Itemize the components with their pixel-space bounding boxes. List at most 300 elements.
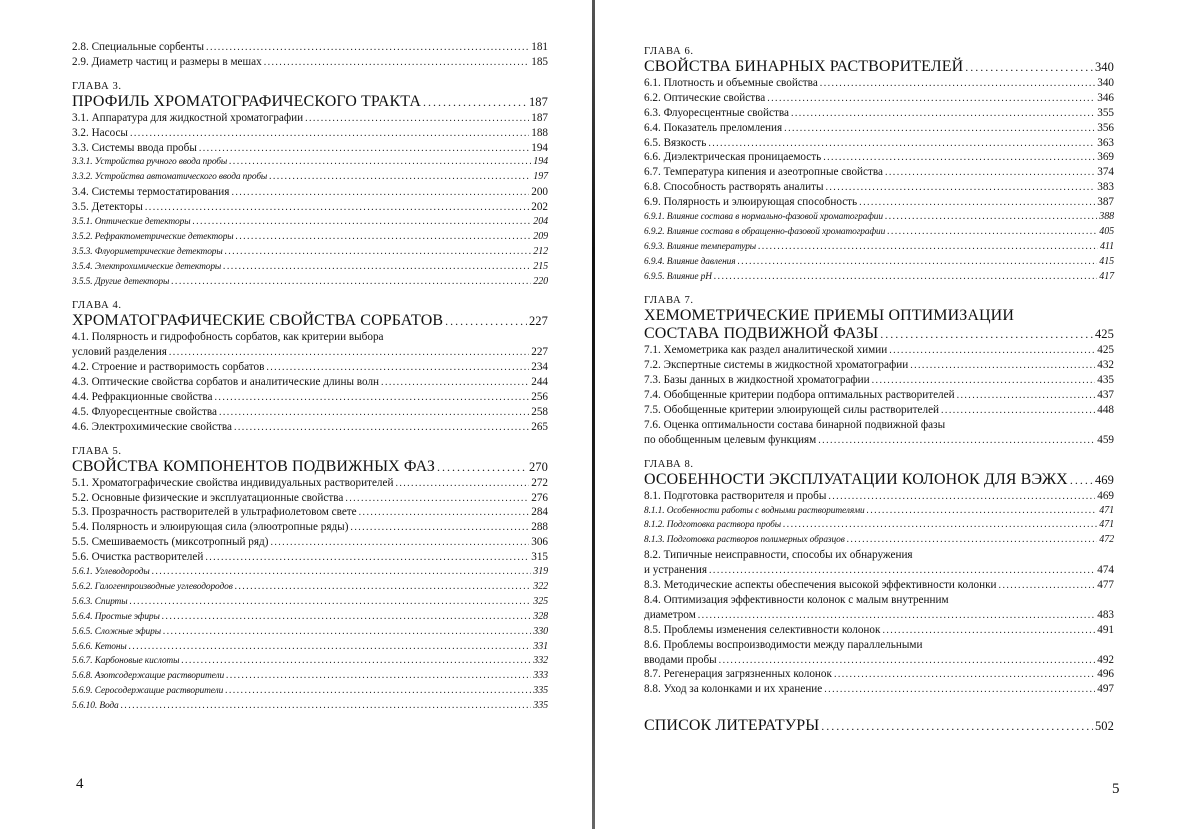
chapter-label: ГЛАВА 7. (644, 295, 694, 307)
toc-entry-page: 405 (1099, 225, 1114, 237)
toc-entry-page: 332 (533, 655, 548, 667)
toc-subentry (644, 533, 1114, 548)
dot-leader (821, 717, 1093, 735)
toc-entry-page: 322 (533, 580, 548, 592)
dot-leader (709, 564, 1095, 579)
toc-subentry (72, 155, 548, 170)
toc-subentry (72, 699, 548, 714)
toc-entry-title: 4.2. Строение и растворимость сорбатов (72, 361, 265, 374)
toc-entry-page: 258 (531, 405, 548, 418)
toc-entry-page: 425 (1097, 344, 1114, 357)
toc-entry-line: 7.6. Оценка оптимальности состава бинарной подвижной фазы (644, 418, 946, 431)
toc-entry-page: 194 (533, 156, 548, 168)
dot-leader (719, 654, 1096, 669)
dot-leader (880, 325, 1093, 343)
right-page (644, 45, 1114, 735)
toc-entry-page: 474 (1097, 564, 1114, 577)
chapter-title-row (72, 458, 548, 476)
toc-entry-page: 356 (1097, 121, 1114, 134)
dot-leader (965, 58, 1093, 76)
chapter-page: 227 (528, 314, 548, 329)
dot-leader (791, 107, 1095, 122)
toc-entry (644, 388, 1114, 403)
chapter-title-row (644, 58, 1114, 76)
toc-entry-page: 492 (1097, 653, 1114, 666)
dot-leader (824, 683, 1095, 698)
chapter3-entries (72, 111, 548, 290)
page-number-right: 5 (1112, 781, 1120, 797)
chapter-title: ХРОМАТОГРАФИЧЕСКИЕ СВОЙСТВА СОРБАТОВ (72, 312, 444, 330)
chapter4-entries (72, 360, 548, 434)
toc-entry-title: 3.2. Насосы (72, 126, 128, 139)
dot-leader (359, 506, 530, 521)
toc-entry-title: 5.6.9. Серосодержащие растворители (72, 686, 224, 697)
toc-entry-page: 387 (1097, 196, 1114, 209)
toc-entry-title: 8.1.1. Особенности работы с водными растворителями (644, 505, 865, 516)
toc-entry-page: 355 (1097, 106, 1114, 119)
toc-entry-page: 306 (531, 536, 548, 549)
chapter-label: ГЛАВА 5. (72, 445, 122, 457)
toc-entry-title: 5.6.3. Спирты (72, 596, 128, 607)
toc-subentry (72, 640, 548, 655)
toc-entry (644, 121, 1114, 136)
dot-leader (130, 127, 529, 142)
chapter5-entries (72, 476, 548, 714)
left-page (72, 40, 548, 714)
toc-entry-page: 477 (1097, 579, 1114, 592)
toc-subentry (72, 230, 548, 245)
toc-entry-line: 4.1. Полярность и гидрофобность сорбатов, как критерии выбора (72, 331, 384, 344)
toc-entry-page: 272 (531, 476, 548, 489)
dot-leader (236, 230, 532, 245)
toc-entry (644, 343, 1114, 358)
dot-leader (162, 610, 532, 625)
dot-leader (205, 551, 529, 566)
dot-leader (199, 142, 529, 157)
chapter-title: ХЕМОМЕТРИЧЕСКИЕ ПРИЕМЫ ОПТИМИЗАЦИИ (644, 307, 1014, 325)
toc-entry-page: 383 (1097, 181, 1114, 194)
bibliography-title: СПИСОК ЛИТЕРАТУРЫ (644, 717, 820, 735)
toc-entry-title: условий разделения (72, 346, 167, 359)
toc-entry-title: 3.3.1. Устройства ручного ввода пробы (72, 157, 228, 168)
toc-entry (72, 126, 548, 141)
toc-subentry (72, 275, 548, 290)
dot-leader (192, 215, 531, 230)
dot-leader (828, 490, 1095, 505)
toc-entry (644, 106, 1114, 121)
dot-leader (270, 536, 529, 551)
toc-entry (72, 550, 548, 565)
toc-entry-page: 374 (1097, 166, 1114, 179)
toc-entry-title: 7.1. Хемометрика как раздел аналитической химии (644, 344, 888, 357)
toc-entry-line: 8.2. Типичные неисправности, способы их обнаружения (644, 549, 913, 562)
toc-entry (72, 345, 548, 360)
dot-leader (820, 77, 1095, 92)
toc-entry (644, 373, 1114, 388)
toc-entry-title: 7.3. Базы данных в жидкостной хроматографии (644, 374, 870, 387)
toc-entry (644, 91, 1114, 106)
toc-entry-page: 212 (533, 245, 548, 257)
toc-entry (72, 476, 548, 491)
toc-entry-title: 6.2. Оптические свойства (644, 91, 766, 104)
toc-entry-page: 471 (1099, 504, 1114, 516)
toc-entry-page: 448 (1097, 404, 1114, 417)
toc-entry (644, 76, 1114, 91)
toc-entry-title: 6.3. Флуоресцентные свойства (644, 106, 789, 119)
dot-leader (269, 170, 531, 185)
toc-entry (72, 535, 548, 550)
toc-entry-page: 459 (1097, 433, 1114, 446)
dot-leader (1070, 471, 1093, 489)
dot-leader (350, 521, 529, 536)
toc-entry-title: 5.3. Прозрачность растворителей в ультрафиолетовом свете (72, 506, 357, 519)
toc-entry-page: 244 (531, 376, 548, 389)
dot-leader (235, 580, 532, 595)
toc-subentry (72, 580, 548, 595)
toc-entry (72, 405, 548, 420)
toc-entry-title: 2.8. Специальные сорбенты (72, 41, 205, 53)
bibliography-row (644, 717, 1114, 735)
toc-entry-page: 187 (531, 111, 548, 124)
dot-leader (738, 255, 1098, 270)
toc-entry-page: 234 (531, 361, 548, 374)
chapter7-entries (644, 343, 1114, 417)
dot-leader (266, 361, 529, 376)
toc-entry-page: 363 (1097, 136, 1114, 149)
toc-entry-title: 5.6.8. Азотсодержащие растворители (72, 671, 225, 682)
toc-entry (72, 520, 548, 535)
chapter-title-row (644, 325, 1114, 343)
dot-leader (129, 640, 532, 655)
toc-entry-title: 5.1. Хроматографические свойства индивидуальных растворителей (72, 476, 394, 489)
toc-entry-title: 6.5. Вязкость (644, 136, 707, 149)
dot-leader (698, 609, 1095, 624)
toc-subentry (644, 225, 1114, 240)
toc-entry (72, 390, 548, 405)
toc-entry (644, 608, 1114, 623)
toc-entry (644, 578, 1114, 593)
toc-entry-page: 469 (1097, 489, 1114, 502)
dot-leader (867, 504, 1098, 519)
toc-subentry (72, 610, 548, 625)
toc-entry-title: 8.1.3. Подготовка растворов полимерных образцов (644, 535, 845, 546)
toc-subentry (72, 684, 548, 699)
dot-leader (206, 41, 529, 56)
toc-entry (644, 180, 1114, 195)
toc-entry-title: 5.6.10. Вода (72, 701, 119, 712)
dot-leader (834, 668, 1095, 683)
toc-subentry (72, 625, 548, 640)
toc-entry-page: 204 (533, 216, 548, 228)
chapter-page: 425 (1094, 327, 1114, 342)
toc-entry (72, 360, 548, 375)
dot-leader (941, 404, 1095, 419)
toc-entry-title: 5.6.2. Галогенпроизводные углеводородов (72, 581, 233, 592)
toc-entry-line: 8.4. Оптимизация эффективности колонок с малым внутренним (644, 593, 949, 606)
toc-entry-page: 432 (1097, 359, 1114, 372)
chapter-label: ГЛАВА 6. (644, 46, 694, 57)
dot-leader (758, 240, 1098, 255)
toc-entry-title: 5.6.1. Углеводороды (72, 567, 150, 578)
dot-leader (910, 359, 1095, 374)
toc-entry (644, 403, 1114, 418)
toc-entry-title: 7.2. Экспертные системы в жидкостной хроматографии (644, 359, 909, 372)
toc-entry-page: 265 (531, 420, 548, 433)
chapter-page: 187 (528, 94, 548, 109)
book-gutter (592, 0, 595, 829)
toc-subentry (72, 215, 548, 230)
toc-entry-page: 497 (1097, 683, 1114, 696)
toc-entry-page: 331 (533, 640, 548, 652)
chapter8-entries-b (644, 667, 1114, 697)
toc-entry-page: 333 (533, 670, 548, 682)
toc-entry-page: 388 (1099, 211, 1114, 223)
toc-entry-page: 319 (533, 566, 548, 578)
dot-leader (264, 56, 530, 71)
toc-entry-title: 3.5.3. Флуориметрические детекторы (72, 246, 223, 257)
toc-subentry (72, 245, 548, 260)
toc-entry-title: 3.5.2. Рефрактометрические детекторы (72, 231, 234, 242)
toc-entry-page: 330 (533, 625, 548, 637)
dot-leader (887, 225, 1097, 240)
dot-leader (437, 458, 527, 476)
page-number-left: 4 (76, 776, 84, 792)
chapter-title: СВОЙСТВА КОМПОНЕНТОВ ПОДВИЖНЫХ ФАЗ (72, 457, 436, 475)
dot-leader (225, 245, 532, 260)
toc-entry-page: 346 (1097, 91, 1114, 104)
toc-entry-page: 200 (531, 186, 548, 199)
dot-leader (714, 270, 1097, 285)
toc-entry-page: 471 (1099, 519, 1114, 531)
toc-entry-page: 256 (531, 391, 548, 404)
toc-entry-title: 5.2. Основные физические и эксплуатационные свойства (72, 491, 344, 504)
toc-entry (644, 136, 1114, 151)
toc-subentry (644, 210, 1114, 225)
dot-leader (234, 421, 529, 436)
toc-subentry (644, 255, 1114, 270)
dot-leader (231, 186, 529, 201)
toc-entry-title: 4.5. Флуоресцентные свойства (72, 405, 217, 418)
toc-subentry (644, 504, 1114, 519)
dot-leader (872, 374, 1096, 389)
toc-entry-title: 3.5.4. Электрохимические детекторы (72, 261, 222, 272)
dot-leader (784, 122, 1095, 137)
toc-entry-title: 4.4. Рефракционные свойства (72, 391, 213, 404)
toc-entry-title: 6.8. Способность растворять аналиты (644, 181, 824, 194)
dot-leader (859, 196, 1095, 211)
dot-leader (885, 210, 1097, 225)
toc-entry-page: 209 (533, 230, 548, 242)
chapter-page: 469 (1094, 472, 1114, 487)
dot-leader (305, 112, 529, 127)
toc-entry (72, 111, 548, 126)
toc-entry (644, 667, 1114, 682)
toc-entry-title: 6.9.2. Влияние состава в обращенно-фазовой хроматографии (644, 226, 886, 237)
toc-entry-page: 483 (1097, 608, 1114, 621)
toc-entry-page: 328 (533, 610, 548, 622)
toc-entry-title: 5.4. Полярность и элюирующая сила (элюотропные ряды) (72, 521, 349, 534)
chapter-title-row (72, 312, 548, 330)
dot-leader (826, 181, 1096, 196)
dot-leader (783, 518, 1097, 533)
dot-leader (229, 155, 531, 170)
toc-entry-title: 6.4. Показатель преломления (644, 121, 783, 134)
toc-entry-title: диаметром (644, 608, 696, 621)
toc-entry-page: 415 (1099, 255, 1114, 267)
toc-entry-title: 2.9. Диаметр частиц и размеры в мешах (72, 55, 262, 68)
chapter-title-row (72, 93, 548, 111)
chapter6-entries (644, 76, 1114, 284)
toc-entry-page: 472 (1099, 534, 1114, 546)
toc-entry (644, 623, 1114, 638)
dot-leader (847, 533, 1098, 548)
dot-leader (345, 492, 529, 507)
toc-entry (644, 433, 1114, 448)
toc-entry (644, 563, 1114, 578)
toc-entry-title: 8.3. Методические аспекты обеспечения высокой эффективности колонки (644, 579, 997, 592)
toc-entry (72, 200, 548, 215)
dot-leader (823, 151, 1095, 166)
toc-entry (72, 420, 548, 435)
toc-subentry (644, 270, 1114, 285)
dot-leader (395, 477, 529, 492)
toc-entry-title: 3.4. Системы термостатирования (72, 186, 230, 199)
toc-subentry (72, 565, 548, 580)
toc-entry-page: 284 (531, 506, 548, 519)
toc-entry (72, 375, 548, 390)
toc-entry-page: 288 (531, 521, 548, 534)
toc-entry (72, 55, 548, 70)
dot-leader (957, 389, 1096, 404)
toc-entry (72, 40, 548, 55)
toc-entry-page: 202 (531, 201, 548, 214)
toc-subentry (72, 669, 548, 684)
dot-leader (708, 137, 1095, 152)
toc-entry-page: 181 (531, 41, 548, 53)
toc-entry-title: 4.6. Электрохимические свойства (72, 420, 232, 433)
toc-entry-title: 5.6. Очистка растворителей (72, 551, 204, 564)
toc-subentry (72, 654, 548, 669)
dot-leader (225, 684, 531, 699)
chapter-title: СОСТАВА ПОДВИЖНОЙ ФАЗЫ (644, 325, 879, 343)
toc-subentry (72, 170, 548, 185)
toc-entry-title: 6.9.5. Влияние pH (644, 271, 712, 282)
dot-leader (423, 93, 527, 111)
toc-entry-title: 6.9. Полярность и элюирующая способность (644, 196, 858, 209)
toc-entry-title: 6.9.3. Влияние температуры (644, 241, 757, 252)
toc-entry-page: 435 (1097, 374, 1114, 387)
dot-leader (381, 376, 529, 391)
toc-entry (644, 682, 1114, 697)
toc-entry (72, 185, 548, 200)
toc-entry-title: 8.7. Регенерация загрязненных колонок (644, 668, 832, 681)
toc-entry-page: 276 (531, 491, 548, 504)
dot-leader (215, 391, 530, 406)
toc-entry-page: 188 (531, 126, 548, 139)
toc-entry-title: 6.7. Температура кипения и азеотропные свойства (644, 166, 883, 179)
toc-subentry (644, 240, 1114, 255)
chapter-label: ГЛАВА 4. (72, 300, 122, 312)
toc-entry-title: 3.3. Системы ввода пробы (72, 141, 197, 154)
toc-entry-title: 3.5.5. Другие детекторы (72, 276, 170, 287)
chapter-page: 270 (528, 459, 548, 474)
toc-entry-title: 7.4. Обобщенные критерии подбора оптимальных растворителей (644, 389, 955, 402)
dot-leader (171, 275, 531, 290)
toc-entry-title: 8.1. Подготовка растворителя и пробы (644, 489, 827, 502)
toc-entry-title: 5.6.4. Простые эфиры (72, 611, 160, 622)
toc-entry-page: 227 (531, 346, 548, 359)
toc-entry-title: 3.5.1. Оптические детекторы (72, 217, 191, 228)
toc-entry-page: 220 (533, 275, 548, 287)
chapter-title: СВОЙСТВА БИНАРНЫХ РАСТВОРИТЕЛЕЙ (644, 58, 964, 75)
dot-leader (885, 166, 1095, 181)
chapter8-entries-a (644, 489, 1114, 549)
dot-leader (152, 565, 532, 580)
toc-entry (72, 141, 548, 156)
chapter-title-row (644, 471, 1114, 489)
dot-leader (223, 260, 531, 275)
dot-leader (226, 669, 531, 684)
dot-leader (181, 654, 531, 669)
toc-entry (72, 491, 548, 506)
toc-entry-title: 4.3. Оптические свойства сорбатов и аналитические длины волн (72, 376, 380, 389)
dot-leader (767, 92, 1095, 107)
toc-entry-title: 5.5. Смешиваемость (миксотропный ряд) (72, 536, 269, 549)
toc-entry-line: 8.6. Проблемы воспроизводимости между параллельными (644, 638, 923, 651)
dot-leader (129, 595, 531, 610)
toc-entry-page: 417 (1099, 270, 1114, 282)
toc-subentry (72, 595, 548, 610)
toc-entry-title: 6.1. Плотность и объемные свойства (644, 77, 818, 89)
toc-entry (72, 505, 548, 520)
dot-leader (889, 344, 1095, 359)
dot-leader (145, 201, 529, 216)
toc-entry-page: 335 (533, 700, 548, 712)
toc-entry-title: 8.8. Уход за колонками и их хранение (644, 683, 823, 696)
toc-entry (644, 165, 1114, 180)
toc-entry (644, 358, 1114, 373)
spacer (644, 697, 1114, 717)
toc-entry-title: 3.5. Детекторы (72, 201, 143, 214)
chapter-page: 340 (1094, 60, 1114, 74)
toc-entry-page: 411 (1100, 240, 1114, 252)
toc-entry-page: 491 (1097, 623, 1114, 636)
toc-entry-title: 7.5. Обобщенные критерии элюирующей силы растворителей (644, 404, 940, 417)
toc-subentry (72, 260, 548, 275)
dot-leader (999, 579, 1096, 594)
toc-entry-page: 340 (1097, 77, 1114, 89)
toc-entry-title: 3.1. Аппаратура для жидкостной хроматографии (72, 111, 304, 124)
toc-entry-page: 194 (531, 141, 548, 154)
toc-entry (644, 653, 1114, 668)
toc-entry-page: 215 (533, 260, 548, 272)
toc-entry-page: 496 (1097, 668, 1114, 681)
bibliography-page: 502 (1094, 719, 1114, 734)
toc-entry-page: 197 (533, 171, 548, 183)
toc-entry-title: 5.6.5. Сложные эфиры (72, 626, 161, 637)
dot-leader (169, 346, 529, 361)
toc-entry-title: 8.1.2. Подготовка раствора пробы (644, 520, 782, 531)
toc-entry-title: 6.9.1. Влияние состава в нормально-фазовой хроматографии (644, 212, 883, 223)
chapter-label: ГЛАВА 3. (72, 80, 122, 92)
toc-entry-title: 5.6.6. Кетоны (72, 641, 127, 652)
toc-entry-page: 325 (533, 595, 548, 607)
dot-leader (219, 406, 529, 421)
dot-leader (445, 312, 527, 330)
toc-entry-title: 6.9.4. Влияние давления (644, 256, 736, 267)
chapter-label: ГЛАВА 8. (644, 458, 694, 470)
toc-entry-title: 6.6. Диэлектрическая проницаемость (644, 151, 822, 164)
